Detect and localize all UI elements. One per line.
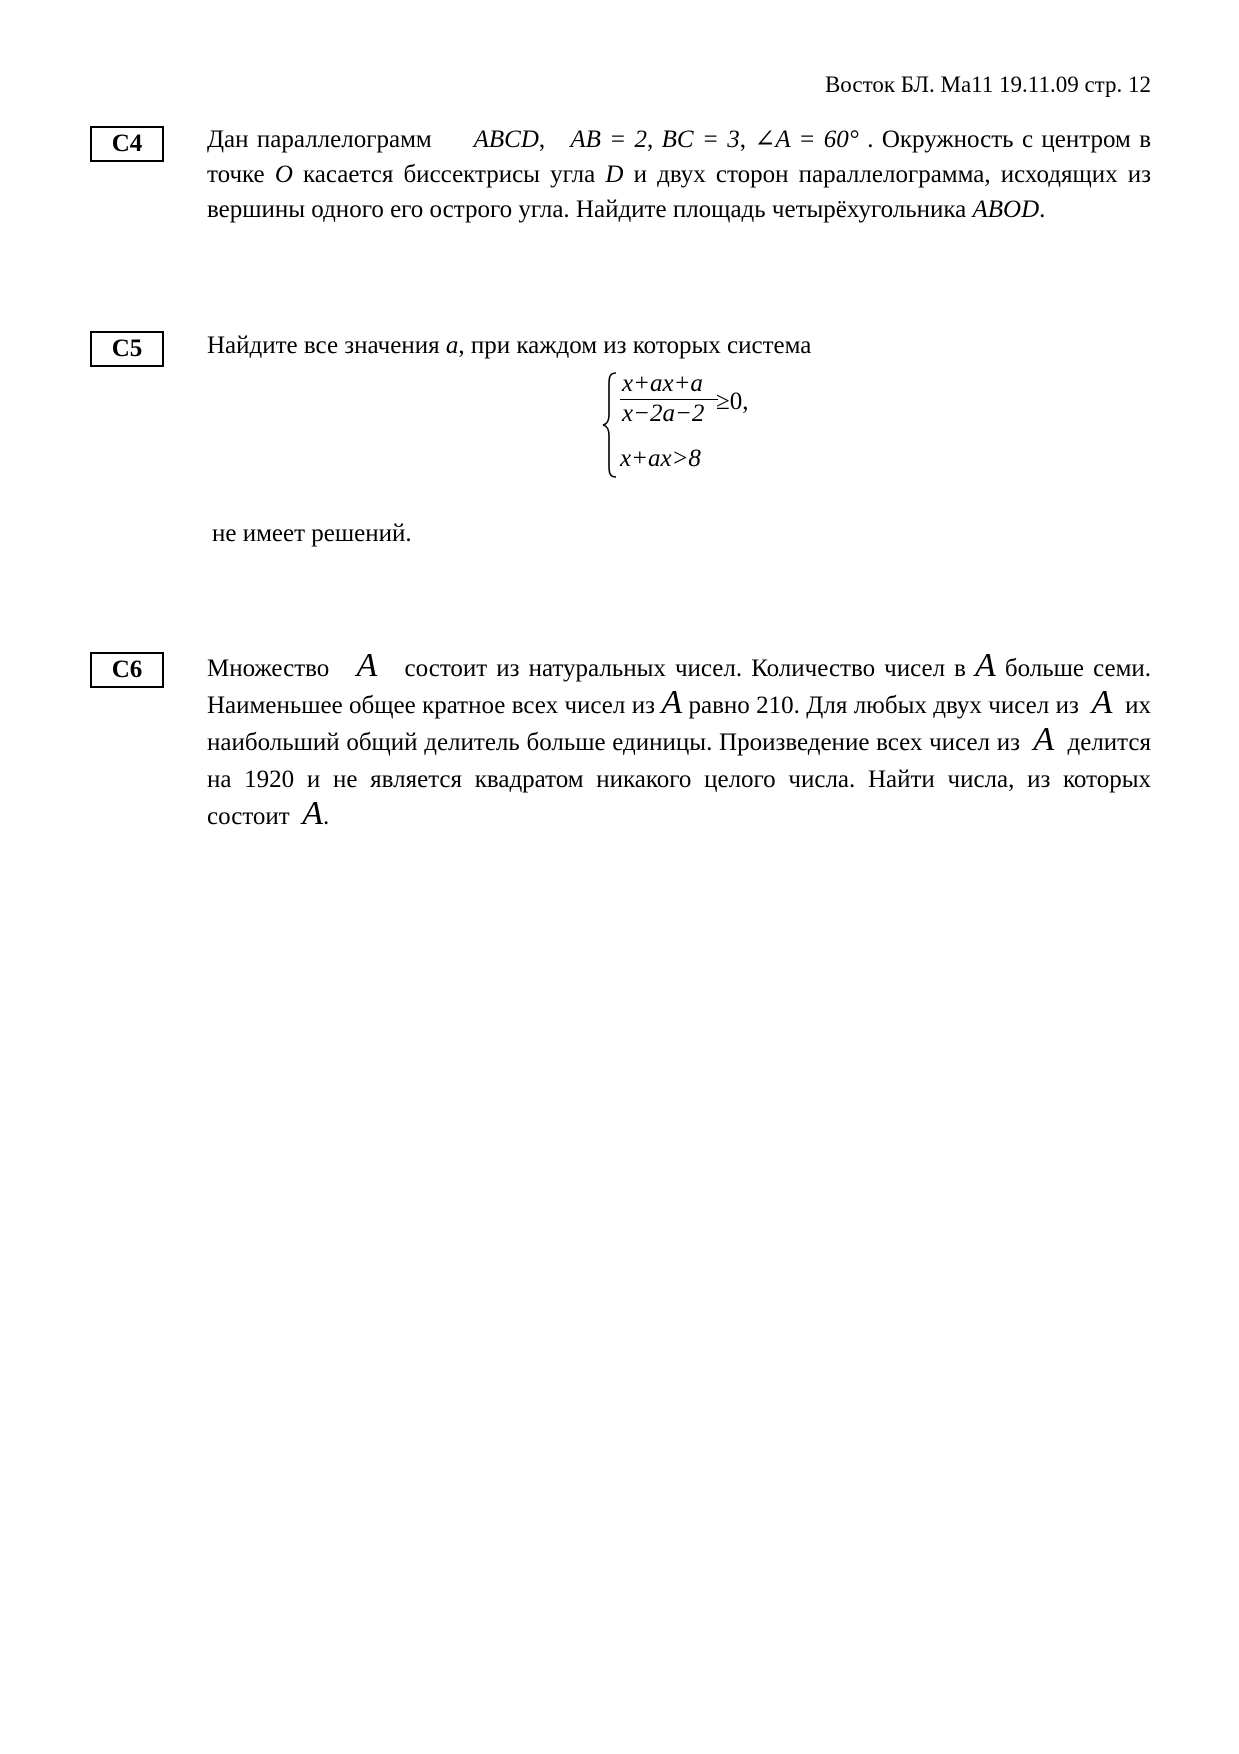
c4-ab: AB = 2 (570, 126, 648, 153)
left-brace-icon (600, 370, 620, 480)
c4-o: O (274, 161, 293, 188)
c6-text-4: равно 210. Для любых двух чисел из (688, 692, 1079, 719)
c4-text-2: . Окружность с центром в точке (207, 126, 1152, 188)
c6-set-a-6: A (302, 795, 323, 832)
c6-set-a-3: A (661, 684, 683, 721)
task-c5-text (207, 328, 1151, 363)
c6-text-2: состоит из натуральных чисел. Количество чисел в (404, 655, 966, 682)
c4-text-3: касается биссектрисы угла (303, 161, 596, 188)
c4-text-5: . (1039, 196, 1046, 223)
c6-text-3: больше семи. Наименьшее общее кратное всех чисел из (207, 655, 1152, 719)
c6-text-6: делится на 1920 и не является квадратом никакого целого числа. Найти числа, из которых состоит (207, 729, 1152, 830)
task-c6-text (207, 647, 1152, 835)
task-c4-text: Дан параллелограмм ABCD, AB = 2, BC = 3, ∠A = 60° . Окружность с центром в точке O касается биссектрисы угла D и двух сторон параллелограмма, исходящих из вершины одного его острого угла. Найдите площадь четырёхугольника ABOD. (207, 126, 1152, 223)
c6-set-a-4: A (1091, 684, 1113, 721)
c5-text-1: Найдите все значения (207, 332, 440, 359)
c5-a: a (445, 332, 459, 359)
inequality-row-2: x+ax>8 (620, 445, 701, 472)
c4-text-4: и двух сторон параллелограмма, исходящих из вершины одного его острого угла. Найдите площадь четырёхугольника (207, 161, 1151, 223)
c6-set-a-1: A (356, 647, 378, 684)
c6-text-5: их наибольший общий делитель больше единицы. Произведение всех чисел из (207, 692, 1152, 756)
task-label-c4: С4 (90, 126, 164, 162)
inequality-ge: ≥0, (716, 388, 749, 415)
fraction-denominator: x−2a−2 (622, 400, 705, 427)
inequality-system (600, 370, 780, 480)
fraction-numerator: x+ax+a (622, 370, 703, 397)
task-label-c6: С6 (90, 652, 164, 688)
c6-text-1: Множество (207, 655, 330, 682)
c5-text-2: , при каждом из которых система (458, 332, 812, 359)
c4-bc: BC = 3 (661, 126, 740, 153)
c6-set-a-5: A (1033, 721, 1055, 758)
c5-after-text: не имеет решений. (212, 520, 412, 547)
c4-angle: ∠A = 60° (754, 126, 859, 153)
c4-abcd: ABCD (473, 126, 539, 153)
c6-text-7: . (323, 803, 330, 830)
fraction (620, 370, 718, 428)
page-header: Восток БЛ. Ма11 19.11.09 стр. 12 (824, 72, 1151, 97)
c4-d: D (605, 161, 624, 188)
task-label-c5: С5 (90, 331, 164, 367)
c6-set-a-2: A (975, 647, 996, 684)
c4-abod: ABOD (972, 196, 1040, 223)
c4-text-1: Дан параллелограмм (207, 126, 432, 153)
